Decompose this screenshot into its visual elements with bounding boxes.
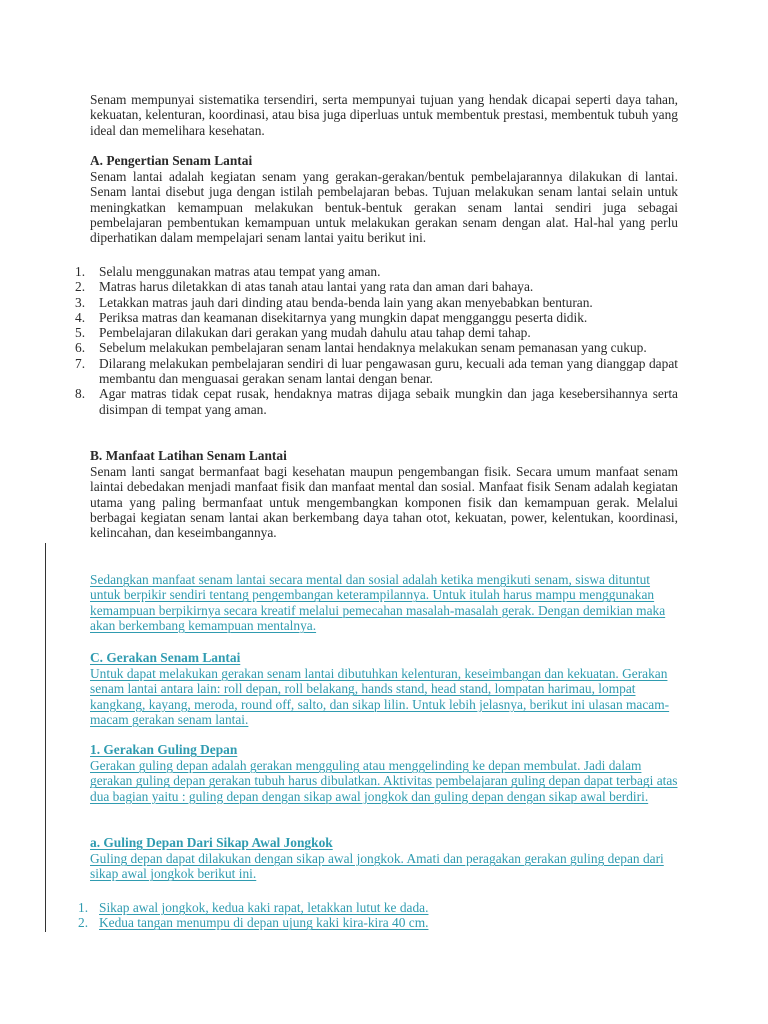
list-item: 8. Agar matras tidak cepat rusak, hendaknya matras dijaga sebaik mungkin dan jaga kesebersihannya serta disimpan di tempat yang aman.: [75, 386, 678, 417]
guling-depan-paragraph: Gerakan guling depan adalah gerakan mengguling atau menggelinding ke depan membulat. Jadi dalam gerakan guling depan gerakan tubuh harus dibulatkan. Aktivitas pembelajaran guling depan dapat terbagi atas dua bagian yaitu : guling depan dengan sikap awal jongkok dan guling depan dengan sikap awal berdiri.: [90, 758, 678, 804]
heading-manfaat: B. Manfaat Latihan Senam Lantai: [90, 448, 287, 463]
heading-guling-jongkok: a. Guling Depan Dari Sikap Awal Jongkok: [90, 835, 333, 850]
mental-paragraph: Sedangkan manfaat senam lantai secara mental dan sosial adalah ketika mengikuti senam, siswa dituntut untuk berpikir sendiri tentang pengembangan keterampilannya. Untuk itulah harus mampu menggunakan kemampuan berpikirnya secara kreatif melalui pemecahan masalah-masalah gerak. Dengan demikian maka akan berkembang kemampuan mentalnya.: [90, 572, 666, 633]
heading-pengertian: A. Pengertian Senam Lantai: [90, 153, 253, 168]
manfaat-paragraph: Senam lanti sangat bermanfaat bagi kesehatan maupun pengembangan fisik. Secara umum manfaat senam laintai debedakan menjadi manfaat fisik dan manfaat mental dan sosial. Manfaat fisik Senam adalah kegiatan utama yang paling bermanfaat untuk mengembangkan komponen fisik dan kemampuan gerak. Melalui berbagai kegiatan senam lantai akan berkembang daya tahan otot, kekuatan, power, kelentukan, koordinasi, kelincahan, dan keseimbangannya.: [90, 464, 678, 541]
heading-guling-depan: 1. Gerakan Guling Depan: [90, 742, 238, 757]
list-item: 5. Pembelajaran dilakukan dari gerakan yang mudah dahulu atau tahap demi tahap.: [75, 325, 531, 341]
list-item: 1. Sikap awal jongkok, kedua kaki rapat, letakkan lutut ke dada.: [78, 900, 429, 915]
list-item: 2. Kedua tangan menumpu di depan ujung kaki kira-kira 40 cm.: [78, 915, 429, 931]
list-item: 7. Dilarang melakukan pembelajaran sendiri di luar pengawasan guru, kecuali ada teman yang dianggap dapat membantu dan menguasai gerakan senam lantai dengan benar.: [75, 355, 678, 387]
gerakan-paragraph: Untuk dapat melakukan gerakan senam lantai dibutuhkan kelenturan, keseimbangan dan kekuatan. Gerakan senam lantai antara lain: roll depan, roll belakang, hands stand, head stand, lompatan harimau, lompat kangkang, kayang, meroda, round off, salto, dan sikap lilin. Untuk lebih jelasnya, berikut ini ulasan macam-macam gerakan senam lantai.: [90, 666, 670, 727]
pengertian-paragraph: Senam lantai adalah kegiatan senam yang gerakan-gerakan/bentuk pembelajarannya dilakukan di lantai. Senam lantai disebut juga dengan istilah pembelajaran bebas. Tujuan melakukan senam lantai selain untuk meningkatkan kemampuan melakukan bentuk-bentuk gerakan senam lantai sendiri juga sebagai pembelajaran pembentukan kemampuan untuk melakukan gerakan senam dengan alat. Hal-hal yang perlu diperhatikan dalam mempelajari senam lantai yaitu berikut ini.: [90, 169, 678, 246]
revision-bar: [45, 543, 46, 932]
list-item: 1. Selalu menggunakan matras atau tempat yang aman.: [75, 264, 381, 279]
safety-list: [75, 264, 678, 417]
list-item: 6. Sebelum melakukan pembelajaran senam lantai hendaknya melakukan senam pemanasan yang cukup.: [75, 340, 647, 356]
steps-list: [78, 900, 638, 931]
intro-paragraph: Senam mempunyai sistematika tersendiri, serta mempunyai tujuan yang hendak dicapai seperti daya tahan, kekuatan, kelenturan, koordinasi, atau bisa juga diperluas untuk membentuk prestasi, membentuk tubuh yang ideal dan memelihara kesehatan.: [90, 92, 678, 138]
guling-jongkok-paragraph: Guling depan dapat dilakukan dengan sikap awal jongkok. Amati dan peragakan gerakan guling depan dari sikap awal jongkok berikut ini.: [90, 851, 664, 882]
list-item: 4. Periksa matras dan keamanan disekitarnya yang mungkin dapat mengganggu peserta didik.: [75, 309, 588, 325]
list-item: 2. Matras harus diletakkan di atas tanah atau lantai yang rata dan aman dari bahaya.: [75, 279, 534, 295]
list-item: 3. Letakkan matras jauh dari dinding atau benda-benda lain yang akan menyebabkan benturan.: [75, 294, 593, 310]
heading-gerakan: C. Gerakan Senam Lantai: [90, 650, 241, 665]
